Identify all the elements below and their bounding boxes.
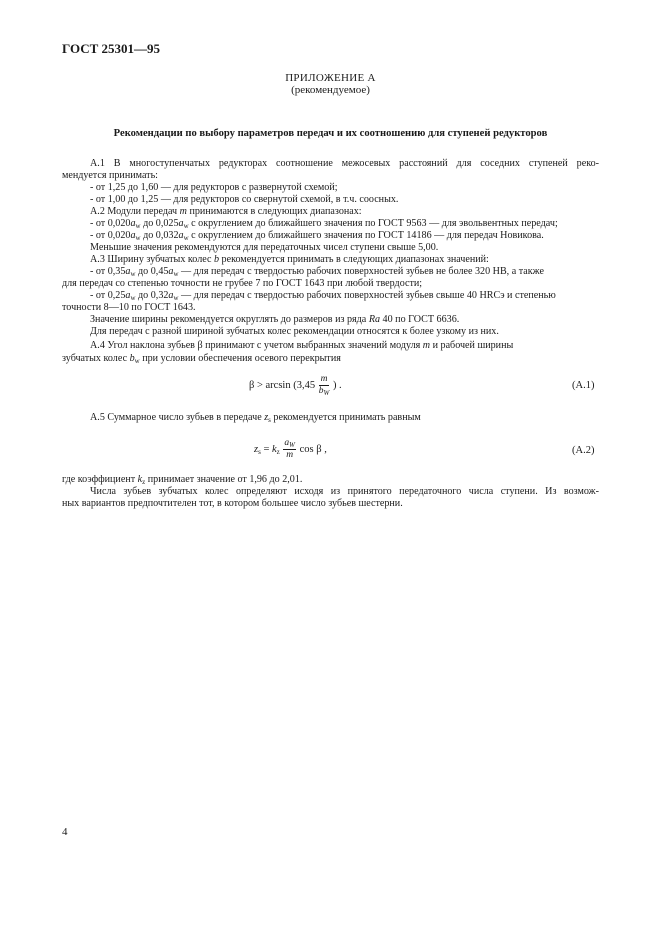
appendix-note: (рекомендуемое) [291,84,370,96]
paragraph-a3-line3: для передач со степенью точности не грубее 7 по ГОСТ 1643 при любой твердости; [62,278,423,289]
formula-a2: $z_s = k_z$ $\frac{a_W}{m}$ cos β , [254,438,327,460]
appendix-heading: ПРИЛОЖЕНИЕ А [285,72,376,84]
paragraph-a2-line1: А.2 Модули передач m принимаются в следующих диапазонах: [90,206,362,217]
paragraph-a3-line7: Для передач с разной шириной зубчатых колес рекомендации относятся к более узкому из них. [90,326,499,337]
paragraph-a3-line2: - от $0,35a_w$ до $0,45a_w$ — для передач с твердостью рабочих поверхностей зубьев не более 320 НВ, а также [90,266,544,278]
paragraph-a5-line1: А.5 Суммарное число зубьев в передаче $z_s$ рекомендуется принимать равным [90,412,421,424]
paragraph-a5-line3: Числа зубьев зубчатых колес определяют исходя из принятого передаточного числа ступени. Из возмож- [90,486,599,497]
equation-number-a2: (А.2) [572,445,595,456]
paragraph-a5-line4: ных вариантов предпочтителен тот, в котором большее число зубьев шестерни. [62,498,403,509]
paragraph-a3-line1: А.3 Ширину зубчатых колес b рекомендуется принимать в следующих диапазонах значений: [90,254,489,265]
paragraph-a1-line1: А.1 В многоступенчатых редукторах соотношение межосевых расстояний для соседних ступеней реко- [90,158,599,169]
paragraph-a1-line2: мендуется принимать: [62,170,158,181]
standard-number: ГОСТ 25301—95 [62,41,161,56]
section-title: Рекомендации по выбору параметров передач и их соотношению для ступеней редукторов [113,128,548,139]
formula-a2-fraction: $\frac{a_W}{m}$ [284,438,295,460]
paragraph-a2-line2: - от $0,020a_w$ до $0,025a_w$ с округлением до ближайшего значения по ГОСТ 9563 — для эвольвентных передач; [90,218,558,230]
equation-number-a1: (А.1) [572,380,595,391]
paragraph-a1-line4: - от 1,00 до 1,25 — для редукторов со свернутой схемой, в т.ч. соосных. [90,194,399,205]
paragraph-a2-line3: - от $0,020a_w$ до $0,032a_w$ с округлением до ближайшего значения по ГОСТ 14186 — для передач Новикова. [90,230,544,242]
paragraph-a4-line2: зубчатых колес $b_w$ при условии обеспечения осевого перекрытия [62,353,341,365]
paragraph-a3-line4: - от $0,25a_w$ до $0,32a_w$ — для передач с твердостью рабочих поверхностей зубьев свыше 40 HRCэ и степенью [90,290,556,302]
paragraph-a3-line6: Значение ширины рекомендуется округлять до размеров из ряда Ra 40 по ГОСТ 6636. [90,314,460,325]
paragraph-a1-line3: - от 1,25 до 1,60 — для редукторов с развернутой схемой; [90,182,338,193]
paragraph-a3-line5: точности 8—10 по ГОСТ 1643. [62,302,196,313]
formula-a1-fraction: $\frac{m}{b_W}$ [318,374,330,397]
paragraph-a5-line2: где коэффициент $k_z$ принимает значение от 1,96 до 2,01. [62,474,303,486]
page-number: 4 [62,826,68,838]
paragraph-a2-line4: Меньшие значения рекомендуются для передаточных чисел ступени свыше 5,00. [90,242,439,253]
formula-a1: β > arcsin (3,45 $\frac{m}{b_W}$ ) . [249,374,342,397]
paragraph-a4-line1: А.4 Угол наклона зубьев β принимают с учетом выбранных значений модуля m и рабочей ширины [90,340,514,351]
